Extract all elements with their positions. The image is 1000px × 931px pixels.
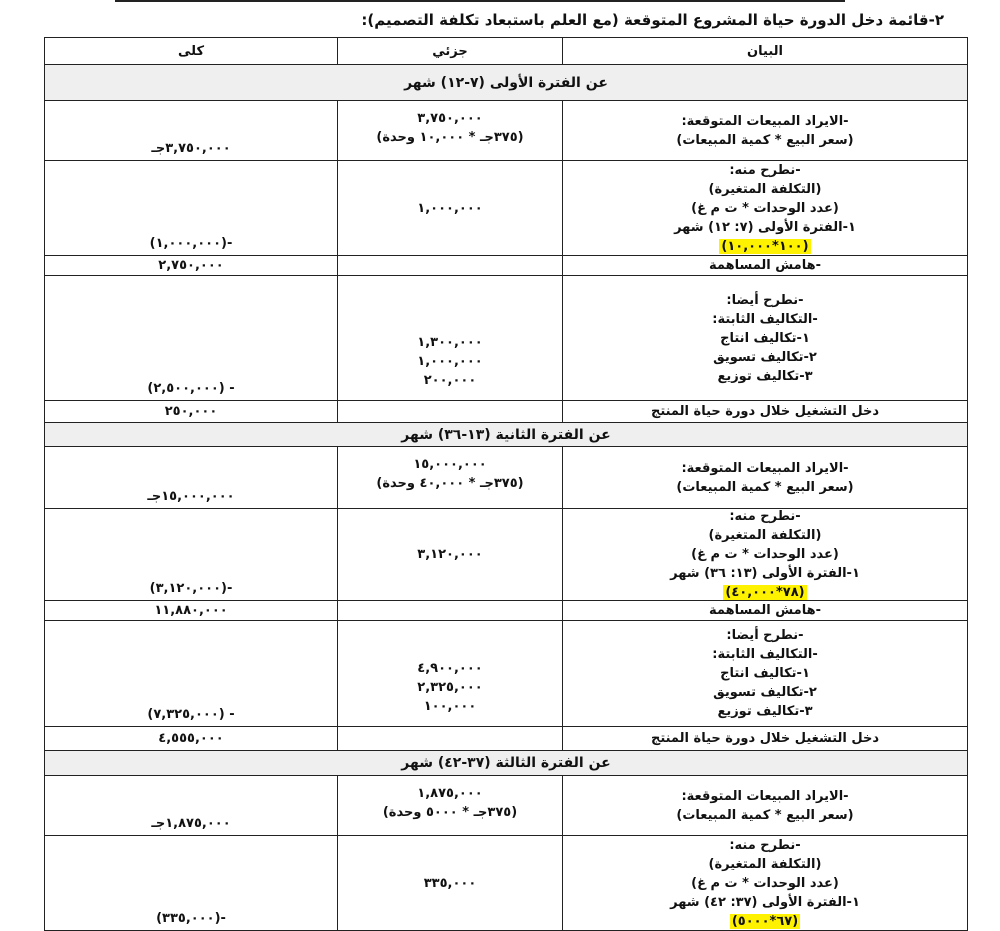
row-revenue: [44, 447, 968, 509]
formula-text: (٧٨*٤٠,٠٠٠): [725, 585, 805, 600]
partial-cell: [337, 601, 562, 620]
total-cell: [44, 276, 337, 400]
formula-text: (١٠٠*١٠,٠٠٠): [721, 238, 809, 254]
label-line: (التكلفة المتغيرة): [708, 528, 822, 543]
label-line: ٢-تكاليف تسويق: [713, 685, 817, 700]
label-cell: [562, 601, 968, 620]
total-cell: [44, 621, 337, 726]
total-value: - (٢,٥٠٠,٠٠٠): [147, 381, 235, 396]
label-line: ١-الفترة الأولى (١٣: ٣٦) شهر: [670, 566, 860, 581]
partial-value: ١٥,٠٠٠,٠٠٠: [413, 457, 487, 472]
header-label: البيان: [562, 38, 968, 64]
label-line: ١-تكاليف انتاج: [720, 666, 810, 681]
label-line: -نطرح منه:: [729, 509, 801, 524]
partial-cell: [337, 447, 562, 508]
label-line: دخل التشغيل خلال دورة حياة المنتج: [650, 404, 880, 419]
label-line: (التكلفة المتغيرة): [708, 856, 822, 872]
label-line: -الايراد المبيعات المتوقعة:: [681, 788, 849, 804]
partial-value: ١,٠٠٠,٠٠٠: [417, 200, 483, 216]
partial-cell: [337, 101, 562, 160]
label-line: -هامش المساهمة: [708, 258, 822, 273]
total-value: ٢٥٠,٠٠٠: [164, 404, 218, 419]
table-header-row: [44, 38, 968, 65]
row-revenue: [44, 776, 968, 836]
label-cell: [562, 727, 968, 750]
label-line: -نطرح منه:: [729, 162, 801, 178]
period-heading-row: [44, 423, 968, 447]
label-line: ٢-تكاليف تسويق: [713, 349, 817, 365]
document-title: ٢-قائمة دخل الدورة حياة المشروع المتوقعة (مع العلم باستبعاد تكلفة التصميم):: [361, 11, 944, 29]
partial-cell: [337, 836, 562, 930]
partial-value: ٣,١٢٠,٠٠٠: [417, 547, 483, 562]
partial-value: ٢,٣٢٥,٠٠٠: [417, 680, 483, 695]
partial-value: ٣٣٥,٠٠٠: [423, 875, 477, 891]
label-line: -الايراد المبيعات المتوقعة:: [681, 113, 849, 129]
label-cell: [562, 836, 968, 930]
label-cell: [562, 256, 968, 275]
total-value: -(٣٣٥,٠٠٠): [156, 911, 226, 926]
total-cell: [44, 101, 337, 160]
label-line: (عدد الوحدات * ت م غ): [691, 200, 839, 216]
total-value: - (٧,٣٢٥,٠٠٠): [147, 707, 235, 722]
label-line: (التكلفة المتغيرة): [708, 181, 822, 197]
row-income: [44, 401, 968, 423]
highlighted-formula: [723, 583, 806, 602]
label-line: (سعر البيع * كمية المبيعات): [676, 807, 854, 823]
formula-text: (٦٧*٥٠٠٠): [731, 913, 799, 929]
partial-value: (٣٧٥جـ * ١٠,٠٠٠ وحدة): [376, 130, 524, 145]
row-fixed: [44, 276, 968, 401]
total-value: ١١,٨٨٠,٠٠٠: [154, 603, 228, 618]
row-variable: [44, 161, 968, 256]
label-line: -هامش المساهمة: [708, 603, 822, 618]
total-cell: [44, 601, 337, 620]
total-cell: [44, 447, 337, 508]
row-fixed: [44, 621, 968, 727]
total-cell: [44, 836, 337, 930]
label-line: -التكاليف الثابتة:: [712, 311, 818, 327]
partial-value: ١,٠٠٠,٠٠٠: [417, 354, 483, 369]
total-value: ٢,٧٥٠,٠٠٠: [158, 258, 224, 273]
label-line: -نطرح أيضا:: [726, 292, 804, 308]
total-cell: [44, 161, 337, 255]
partial-value: ١,٣٠٠,٠٠٠: [417, 335, 483, 350]
partial-cell: [337, 401, 562, 422]
label-line: -الايراد المبيعات المتوقعة:: [681, 460, 849, 476]
period-title: عن الفترة الأولى (٧-١٢) شهر: [404, 74, 608, 91]
label-line: -نطرح أيضا:: [726, 628, 804, 643]
period-heading-row: [44, 751, 968, 776]
header-partial: جزئي: [337, 38, 562, 64]
highlighted-formula: [730, 912, 800, 931]
partial-value: (٣٧٥جـ * ٥٠٠٠ وحدة): [382, 805, 518, 820]
label-cell: [562, 776, 968, 835]
label-line: -نطرح منه:: [729, 837, 801, 853]
total-value: -(١,٠٠٠,٠٠٠): [149, 236, 233, 251]
label-line: دخل التشغيل خلال دورة حياة المنتج: [650, 731, 880, 746]
label-line: ٣-تكاليف توزيع: [717, 704, 813, 719]
total-value: -(٣,١٢٠,٠٠٠): [149, 581, 233, 596]
label-cell: [562, 161, 968, 255]
label-cell: [562, 101, 968, 160]
row-margin: [44, 256, 968, 276]
row-revenue: [44, 101, 968, 161]
total-cell: [44, 727, 337, 750]
partial-value: ١,٨٧٥,٠٠٠: [417, 786, 483, 801]
label-cell: [562, 509, 968, 600]
period-title: عن الفترة الثالثة (٣٧-٤٢) شهر: [401, 755, 611, 771]
row-variable: [44, 509, 968, 601]
partial-cell: [337, 256, 562, 275]
partial-cell: [337, 621, 562, 726]
label-line: ٣-تكاليف توزيع: [717, 368, 813, 384]
partial-value: (٣٧٥جـ * ٤٠,٠٠٠ وحدة): [376, 476, 524, 491]
label-cell: [562, 447, 968, 508]
label-line: ١-الفترة الأولى (٣٧: ٤٢) شهر: [670, 894, 860, 910]
row-income: [44, 727, 968, 751]
partial-cell: [337, 776, 562, 835]
partial-cell: [337, 276, 562, 400]
label-cell: [562, 276, 968, 400]
label-line: -التكاليف الثابتة:: [712, 647, 818, 662]
total-cell: [44, 256, 337, 275]
total-cell: [44, 509, 337, 600]
header-total: كلى: [44, 38, 337, 64]
partial-value: ١٠٠,٠٠٠: [423, 699, 477, 714]
partial-value: ٢٠٠,٠٠٠: [423, 373, 477, 388]
partial-value: ٣,٧٥٠,٠٠٠: [417, 111, 483, 126]
period-heading-row: [44, 65, 968, 101]
total-value: ٣,٧٥٠,٠٠٠جـ: [151, 141, 231, 156]
total-cell: [44, 401, 337, 422]
total-cell: [44, 776, 337, 835]
partial-cell: [337, 509, 562, 600]
label-cell: [562, 401, 968, 422]
partial-value: ٤,٩٠٠,٠٠٠: [417, 661, 483, 676]
label-cell: [562, 621, 968, 726]
row-variable: [44, 836, 968, 931]
label-line: ١-الفترة الأولى (٧: ١٢) شهر: [674, 219, 856, 235]
label-line: (سعر البيع * كمية المبيعات): [676, 479, 854, 495]
period-title: عن الفترة الثانية (١٣-٣٦) شهر: [401, 426, 611, 443]
row-margin: [44, 601, 968, 621]
label-line: (عدد الوحدات * ت م غ): [691, 547, 839, 562]
top-rule: [115, 0, 845, 2]
income-statement-table: [44, 37, 968, 931]
partial-cell: [337, 727, 562, 750]
label-line: (عدد الوحدات * ت م غ): [691, 875, 839, 891]
label-line: ١-تكاليف انتاج: [720, 330, 810, 346]
total-value: ٤,٥٥٥,٠٠٠: [158, 731, 224, 746]
partial-cell: [337, 161, 562, 255]
total-value: ١,٨٧٥,٠٠٠جـ: [151, 816, 231, 831]
total-value: ١٥,٠٠٠,٠٠٠جـ: [147, 489, 235, 504]
label-line: (سعر البيع * كمية المبيعات): [676, 132, 854, 148]
highlighted-formula: [719, 237, 810, 256]
